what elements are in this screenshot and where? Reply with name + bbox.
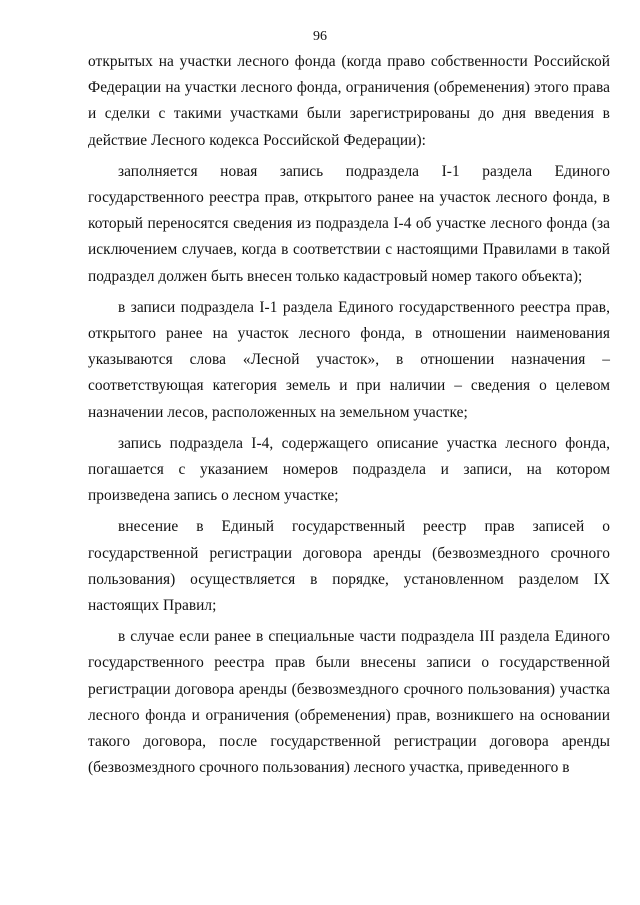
paragraph-new-record: заполняется новая запись подраздела I-1 раздела Единого государственного реестра прав, открытого ранее на участок лесного фонда, в который переносятся сведения из подраздела I-4 об участке лесного фонда (за исключением случаев, когда в соответствии с настоящими Правилами в такой подраздел должен быть внесен только кадастровый номер такого объекта);: [88, 162, 610, 285]
paragraph-lease-registration: внесение в Единый государственный реестр прав записей о государственной регистрации договора аренды (безвозмездного срочного пользования) осуществляется в порядке, установленном разделом IX настоящих Правил;: [88, 518, 610, 615]
page-number: 96: [313, 29, 327, 44]
paragraph-special-parts: в случае если ранее в специальные части подраздела III раздела Единого государственного реестра прав были внесены записи о государственной регистрации договора аренды (безвозмездного срочного пользования) участка лесного фонда и ограничения (обременения) прав, возникшего на основании такого договора, после государственной регистрации договора аренды (безвозмездного срочного пользования) лесного участка, приведенного в: [88, 628, 610, 777]
document-body: [88, 49, 610, 781]
paragraph-record-naming: в записи подраздела I-1 раздела Единого государственного реестра прав, открытого ранее на участок лесного фонда, в отношении наименования указываются слова «Лесной участок», в отношении назначения – соответствующая категория земель и при наличии – сведения о целевом назначении лесов, расположенных на земельном участке;: [88, 298, 610, 421]
paragraph-record-cancellation: запись подраздела I-4, содержащего описание участка лесного фонда, погашается с указанием номеров подраздела и записи, на котором произведена запись о лесном участке;: [88, 434, 610, 505]
paragraph-continuation: открытых на участки лесного фонда (когда право собственности Российской Федерации на участки лесного фонда, ограничения (обременения) этого права и сделки с такими участками были зарегистрированы до дня введения в действие Лесного кодекса Российской Федерации):: [88, 53, 610, 149]
